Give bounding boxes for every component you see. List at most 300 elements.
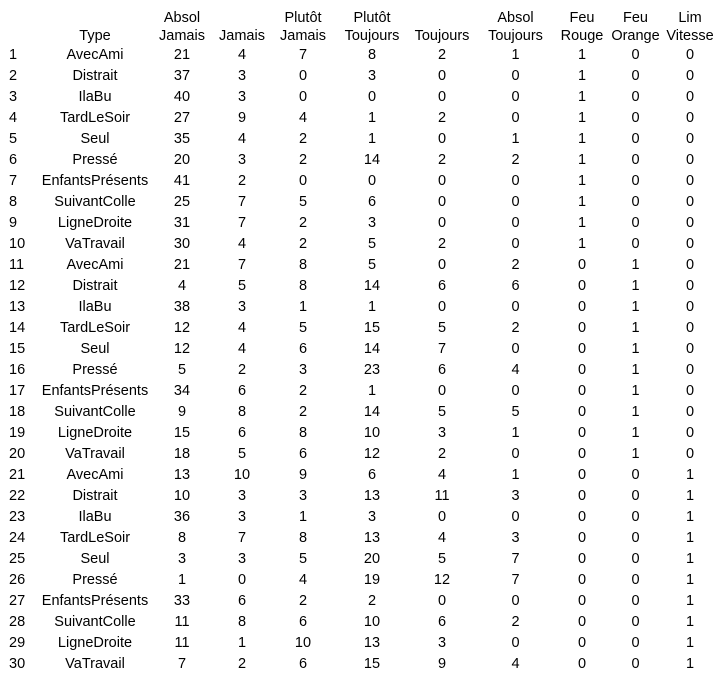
cell-plutot-toujours: 1 — [367, 383, 377, 399]
cell-idx: 18 — [9, 404, 26, 420]
cell-type: Pressé — [72, 152, 118, 168]
cell-toujours: 0 — [437, 257, 447, 273]
cell-jamais: 3 — [237, 488, 247, 504]
cell-absol-toujours: 0 — [511, 593, 520, 609]
cell-feu-rouge: 0 — [577, 278, 587, 294]
cell-lim-vitesse: 0 — [685, 152, 695, 168]
table-row — [0, 45, 718, 66]
cell-type: IlaBu — [78, 299, 112, 315]
cell-absol-jamais: 25 — [173, 194, 191, 210]
cell-idx: 24 — [9, 530, 26, 546]
cell-toujours: 0 — [437, 68, 447, 84]
cell-jamais: 7 — [237, 257, 247, 273]
cell-jamais: 4 — [237, 236, 247, 252]
table-row — [0, 423, 718, 444]
cell-feu-rouge: 1 — [577, 152, 587, 168]
cell-toujours: 0 — [437, 194, 447, 210]
cell-feu-rouge: 0 — [577, 257, 587, 273]
cell-jamais: 5 — [237, 446, 247, 462]
table-row — [0, 465, 718, 486]
cell-plutot-toujours: 2 — [367, 593, 377, 609]
cell-feu-orange: 0 — [631, 467, 640, 483]
column-header-lim-vitesse — [662, 0, 718, 45]
cell-type: Distrait — [72, 488, 118, 504]
cell-lim-vitesse: 0 — [685, 110, 695, 126]
column-header-plutot-jamais — [270, 0, 336, 45]
cell-idx: 15 — [9, 341, 26, 357]
cell-plutot-jamais: 3 — [298, 488, 308, 504]
column-header-absol-toujours — [476, 0, 555, 45]
column-header-absol-jamais — [150, 0, 214, 45]
cell-plutot-toujours: 23 — [363, 362, 381, 378]
cell-type: LigneDroite — [57, 215, 133, 231]
cell-feu-rouge: 1 — [577, 131, 587, 147]
cell-absol-toujours: 0 — [511, 68, 520, 84]
cell-lim-vitesse: 1 — [685, 467, 695, 483]
cell-plutot-jamais: 10 — [294, 635, 312, 651]
cell-jamais: 4 — [237, 341, 247, 357]
cell-jamais: 5 — [237, 278, 247, 294]
cell-idx: 12 — [9, 278, 26, 294]
cell-absol-jamais: 21 — [173, 47, 191, 63]
cell-toujours: 5 — [437, 404, 447, 420]
cell-absol-jamais: 8 — [177, 530, 187, 546]
cell-absol-jamais: 4 — [177, 278, 187, 294]
cell-absol-toujours: 2 — [511, 152, 520, 168]
cell-feu-orange: 0 — [631, 551, 640, 567]
cell-absol-toujours: 7 — [511, 572, 520, 588]
cell-plutot-toujours: 3 — [367, 68, 377, 84]
cell-plutot-jamais: 8 — [298, 257, 308, 273]
cell-feu-rouge: 0 — [577, 383, 587, 399]
cell-type: IlaBu — [78, 89, 112, 105]
cell-lim-vitesse: 0 — [685, 404, 695, 420]
cell-toujours: 0 — [437, 215, 447, 231]
cell-idx: 7 — [9, 173, 18, 189]
cell-idx: 21 — [9, 467, 26, 483]
table-row — [0, 633, 718, 654]
cell-plutot-jamais: 3 — [298, 362, 308, 378]
cell-toujours: 2 — [437, 236, 447, 252]
table-header — [0, 0, 718, 45]
cell-feu-rouge: 0 — [577, 425, 587, 441]
cell-feu-orange: 0 — [631, 68, 640, 84]
cell-plutot-toujours: 15 — [363, 656, 381, 672]
cell-feu-orange: 0 — [631, 110, 640, 126]
table-row — [0, 402, 718, 423]
cell-idx: 29 — [9, 635, 26, 651]
cell-feu-orange: 0 — [631, 215, 640, 231]
cell-type: TardLeSoir — [59, 110, 131, 126]
cell-absol-toujours: 4 — [511, 362, 520, 378]
cell-plutot-toujours: 6 — [367, 194, 377, 210]
cell-type: LigneDroite — [57, 425, 133, 441]
cell-lim-vitesse: 1 — [685, 530, 695, 546]
cell-absol-jamais: 11 — [174, 614, 190, 630]
cell-absol-jamais: 37 — [173, 68, 191, 84]
cell-feu-orange: 1 — [631, 320, 640, 336]
cell-plutot-jamais: 5 — [298, 194, 308, 210]
cell-jamais: 2 — [237, 362, 247, 378]
cell-absol-jamais: 12 — [173, 320, 191, 336]
cell-absol-jamais: 1 — [177, 572, 187, 588]
cell-feu-rouge: 1 — [577, 110, 587, 126]
cell-feu-orange: 0 — [631, 635, 640, 651]
cell-feu-rouge: 0 — [577, 593, 587, 609]
cell-idx: 28 — [9, 614, 26, 630]
cell-type: IlaBu — [78, 509, 112, 525]
cell-absol-toujours: 1 — [511, 425, 520, 441]
table-row — [0, 213, 718, 234]
table-row — [0, 150, 718, 171]
cell-type: TardLeSoir — [59, 320, 131, 336]
cell-absol-toujours: 3 — [511, 530, 520, 546]
cell-jamais: 2 — [237, 656, 247, 672]
cell-absol-jamais: 30 — [173, 236, 191, 252]
table-row — [0, 234, 718, 255]
column-header-type — [40, 0, 150, 45]
cell-absol-toujours: 1 — [511, 47, 520, 63]
cell-plutot-jamais: 2 — [298, 404, 308, 420]
cell-feu-rouge: 0 — [577, 299, 587, 315]
cell-absol-jamais: 15 — [173, 425, 191, 441]
cell-plutot-jamais: 2 — [298, 152, 308, 168]
cell-lim-vitesse: 0 — [685, 362, 695, 378]
cell-plutot-jamais: 8 — [298, 278, 308, 294]
cell-jamais: 8 — [237, 614, 247, 630]
cell-absol-jamais: 33 — [173, 593, 191, 609]
cell-absol-jamais: 38 — [173, 299, 191, 315]
column-header-line: Lim — [678, 10, 702, 26]
column-header-line: Toujours — [488, 28, 543, 44]
cell-idx: 20 — [9, 446, 26, 462]
cell-lim-vitesse: 1 — [685, 614, 695, 630]
cell-jamais: 6 — [237, 383, 247, 399]
cell-type: Seul — [80, 551, 110, 567]
table-row — [0, 171, 718, 192]
cell-feu-orange: 0 — [631, 614, 640, 630]
cell-feu-rouge: 1 — [577, 194, 587, 210]
cell-idx: 3 — [9, 89, 18, 105]
cell-idx: 11 — [9, 257, 25, 273]
table-row — [0, 87, 718, 108]
cell-type: SuivantColle — [54, 614, 136, 630]
cell-absol-jamais: 13 — [173, 467, 191, 483]
cell-absol-jamais: 9 — [177, 404, 187, 420]
cell-lim-vitesse: 0 — [685, 446, 695, 462]
cell-plutot-jamais: 5 — [298, 320, 308, 336]
cell-plutot-toujours: 14 — [363, 404, 381, 420]
cell-plutot-jamais: 4 — [298, 110, 308, 126]
column-header-line: Vitesse — [666, 28, 714, 44]
cell-idx: 16 — [9, 362, 26, 378]
cell-jamais: 9 — [237, 110, 247, 126]
cell-jamais: 0 — [237, 572, 247, 588]
cell-absol-jamais: 18 — [173, 446, 191, 462]
cell-absol-toujours: 3 — [511, 488, 520, 504]
cell-feu-rouge: 0 — [577, 320, 587, 336]
column-header-line: Plutôt — [284, 10, 322, 26]
cell-toujours: 0 — [437, 299, 447, 315]
cell-absol-toujours: 4 — [511, 656, 520, 672]
column-header-line: Rouge — [560, 28, 604, 44]
cell-idx: 22 — [9, 488, 26, 504]
cell-lim-vitesse: 0 — [685, 89, 695, 105]
cell-feu-orange: 1 — [631, 257, 640, 273]
cell-feu-orange: 1 — [631, 404, 640, 420]
cell-type: AvecAmi — [66, 47, 124, 63]
cell-lim-vitesse: 0 — [685, 425, 695, 441]
cell-plutot-toujours: 10 — [363, 614, 381, 630]
cell-toujours: 9 — [437, 656, 447, 672]
cell-toujours: 0 — [437, 173, 447, 189]
header-row — [0, 0, 718, 45]
cell-type: VaTravail — [65, 446, 125, 462]
cell-absol-toujours: 0 — [511, 446, 520, 462]
cell-plutot-jamais: 2 — [298, 131, 308, 147]
cell-plutot-toujours: 13 — [363, 635, 381, 651]
cell-idx: 10 — [9, 236, 26, 252]
table-row — [0, 129, 718, 150]
table-row — [0, 192, 718, 213]
table-row — [0, 360, 718, 381]
cell-absol-toujours: 2 — [511, 257, 520, 273]
cell-type: LigneDroite — [57, 635, 133, 651]
table-row — [0, 486, 718, 507]
cell-absol-toujours: 2 — [511, 614, 520, 630]
cell-feu-orange: 0 — [631, 131, 640, 147]
cell-absol-toujours: 0 — [511, 215, 520, 231]
table-row — [0, 528, 718, 549]
cell-feu-orange: 0 — [631, 89, 640, 105]
cell-plutot-jamais: 9 — [298, 467, 308, 483]
cell-plutot-toujours: 3 — [367, 215, 377, 231]
cell-lim-vitesse: 0 — [685, 215, 695, 231]
cell-plutot-jamais: 5 — [298, 551, 308, 567]
cell-lim-vitesse: 0 — [685, 68, 695, 84]
cell-feu-orange: 0 — [631, 530, 640, 546]
cell-idx: 17 — [9, 383, 26, 399]
cell-feu-rouge: 0 — [577, 614, 587, 630]
cell-idx: 4 — [9, 110, 18, 126]
cell-lim-vitesse: 0 — [685, 278, 695, 294]
cell-toujours: 4 — [437, 530, 447, 546]
cell-jamais: 3 — [237, 68, 247, 84]
cell-plutot-jamais: 1 — [298, 509, 308, 525]
cell-jamais: 3 — [237, 89, 247, 105]
table-row — [0, 276, 718, 297]
column-header-idx — [0, 0, 40, 45]
cell-toujours: 4 — [437, 467, 447, 483]
cell-absol-jamais: 11 — [174, 635, 190, 651]
column-header-feu-rouge — [555, 0, 609, 45]
column-header-jamais — [214, 0, 270, 45]
cell-absol-toujours: 1 — [511, 131, 520, 147]
cell-idx: 9 — [9, 215, 18, 231]
cell-feu-orange: 1 — [631, 383, 640, 399]
cell-plutot-toujours: 19 — [363, 572, 381, 588]
cell-toujours: 0 — [437, 593, 447, 609]
cell-absol-toujours: 0 — [511, 635, 520, 651]
cell-lim-vitesse: 1 — [685, 509, 695, 525]
cell-idx: 13 — [9, 299, 26, 315]
cell-feu-orange: 0 — [631, 593, 640, 609]
cell-absol-jamais: 5 — [177, 362, 187, 378]
cell-feu-rouge: 1 — [577, 68, 587, 84]
cell-plutot-toujours: 14 — [363, 341, 381, 357]
cell-idx: 26 — [9, 572, 26, 588]
table-row — [0, 66, 718, 87]
cell-absol-toujours: 0 — [511, 383, 520, 399]
column-header-line: Feu — [569, 10, 595, 26]
cell-toujours: 5 — [437, 551, 447, 567]
cell-feu-rouge: 0 — [577, 488, 587, 504]
cell-absol-jamais: 31 — [173, 215, 191, 231]
column-header-plutot-toujours — [336, 0, 408, 45]
cell-plutot-jamais: 4 — [298, 572, 308, 588]
table-row — [0, 297, 718, 318]
cell-toujours: 0 — [437, 131, 447, 147]
cell-plutot-toujours: 5 — [367, 236, 377, 252]
column-header-line: Type — [79, 28, 111, 44]
cell-toujours: 11 — [434, 488, 450, 504]
cell-type: Seul — [80, 341, 110, 357]
cell-feu-rouge: 0 — [577, 362, 587, 378]
cell-lim-vitesse: 0 — [685, 299, 695, 315]
cell-feu-orange: 0 — [631, 509, 640, 525]
table-row — [0, 570, 718, 591]
table-row — [0, 507, 718, 528]
cell-plutot-jamais: 1 — [298, 299, 308, 315]
cell-toujours: 2 — [437, 47, 447, 63]
cell-plutot-jamais: 0 — [298, 68, 308, 84]
cell-idx: 8 — [9, 194, 18, 210]
cell-feu-rouge: 0 — [577, 509, 587, 525]
cell-feu-orange: 0 — [631, 194, 640, 210]
cell-type: EnfantsPrésents — [41, 383, 149, 399]
cell-plutot-jamais: 0 — [298, 89, 308, 105]
cell-feu-rouge: 0 — [577, 572, 587, 588]
cell-feu-orange: 0 — [631, 656, 640, 672]
column-header-line: Orange — [611, 28, 660, 44]
cell-plutot-toujours: 5 — [367, 257, 377, 273]
column-header-line: Toujours — [414, 28, 470, 44]
cell-jamais: 3 — [237, 551, 247, 567]
cell-toujours: 2 — [437, 152, 447, 168]
cell-type: TardLeSoir — [59, 530, 131, 546]
cell-lim-vitesse: 0 — [685, 236, 695, 252]
cell-lim-vitesse: 1 — [685, 635, 695, 651]
cell-lim-vitesse: 0 — [685, 131, 695, 147]
cell-feu-orange: 0 — [631, 572, 640, 588]
cell-jamais: 2 — [237, 173, 247, 189]
cell-idx: 30 — [9, 656, 26, 672]
cell-lim-vitesse: 0 — [685, 173, 695, 189]
cell-absol-jamais: 27 — [173, 110, 191, 126]
cell-plutot-toujours: 1 — [367, 131, 377, 147]
table-row — [0, 318, 718, 339]
cell-plutot-toujours: 8 — [367, 47, 377, 63]
cell-toujours: 0 — [437, 89, 447, 105]
cell-absol-jamais: 10 — [173, 488, 191, 504]
cell-jamais: 3 — [237, 299, 247, 315]
cell-jamais: 4 — [237, 320, 247, 336]
column-header-line: Jamais — [280, 28, 326, 44]
cell-feu-orange: 1 — [631, 362, 640, 378]
cell-jamais: 6 — [237, 425, 247, 441]
cell-feu-rouge: 0 — [577, 656, 587, 672]
cell-plutot-toujours: 0 — [367, 89, 377, 105]
cell-feu-rouge: 0 — [577, 404, 587, 420]
cell-idx: 25 — [9, 551, 26, 567]
cell-plutot-jamais: 2 — [298, 215, 308, 231]
cell-plutot-jamais: 2 — [298, 236, 308, 252]
cell-feu-rouge: 1 — [577, 215, 587, 231]
cell-plutot-toujours: 13 — [363, 530, 381, 546]
cell-plutot-jamais: 8 — [298, 530, 308, 546]
cell-idx: 14 — [9, 320, 26, 336]
cell-type: Seul — [80, 131, 110, 147]
cell-plutot-jamais: 6 — [298, 341, 308, 357]
cell-feu-orange: 0 — [631, 236, 640, 252]
cell-toujours: 2 — [437, 446, 447, 462]
cell-plutot-jamais: 0 — [298, 173, 308, 189]
cell-toujours: 0 — [437, 383, 447, 399]
cell-idx: 5 — [9, 131, 18, 147]
cell-lim-vitesse: 0 — [685, 47, 695, 63]
cell-jamais: 1 — [237, 635, 247, 651]
cell-absol-jamais: 36 — [173, 509, 191, 525]
cell-absol-toujours: 2 — [511, 320, 520, 336]
cell-lim-vitesse: 0 — [685, 341, 695, 357]
cell-jamais: 7 — [237, 194, 247, 210]
cell-toujours: 6 — [437, 362, 447, 378]
cell-plutot-toujours: 1 — [367, 110, 377, 126]
cell-feu-rouge: 0 — [577, 467, 587, 483]
cell-absol-jamais: 3 — [177, 551, 187, 567]
cell-absol-jamais: 21 — [173, 257, 191, 273]
cell-jamais: 10 — [233, 467, 251, 483]
cell-feu-orange: 1 — [631, 446, 640, 462]
cell-plutot-toujours: 14 — [363, 278, 381, 294]
cell-absol-toujours: 7 — [511, 551, 520, 567]
cell-toujours: 3 — [437, 425, 447, 441]
cell-absol-toujours: 0 — [511, 299, 520, 315]
cell-jamais: 8 — [237, 404, 247, 420]
cell-feu-rouge: 1 — [577, 236, 587, 252]
column-header-toujours — [408, 0, 476, 45]
cell-plutot-jamais: 6 — [298, 614, 308, 630]
cell-jamais: 3 — [237, 509, 247, 525]
cell-type: SuivantColle — [54, 404, 136, 420]
cell-toujours: 3 — [437, 635, 447, 651]
cell-type: VaTravail — [65, 236, 125, 252]
table-row — [0, 444, 718, 465]
column-header-line: Jamais — [219, 28, 265, 44]
cell-feu-rouge: 0 — [577, 341, 587, 357]
cell-plutot-toujours: 12 — [363, 446, 381, 462]
cell-lim-vitesse: 1 — [685, 572, 695, 588]
cell-plutot-jamais: 8 — [298, 425, 308, 441]
cell-idx: 2 — [9, 68, 18, 84]
column-header-line: Jamais — [159, 28, 205, 44]
cell-type: EnfantsPrésents — [41, 173, 149, 189]
cell-feu-rouge: 0 — [577, 530, 587, 546]
cell-lim-vitesse: 0 — [685, 194, 695, 210]
cell-type: SuivantColle — [54, 194, 136, 210]
cell-jamais: 3 — [237, 152, 247, 168]
column-header-line: Absol — [163, 10, 201, 26]
